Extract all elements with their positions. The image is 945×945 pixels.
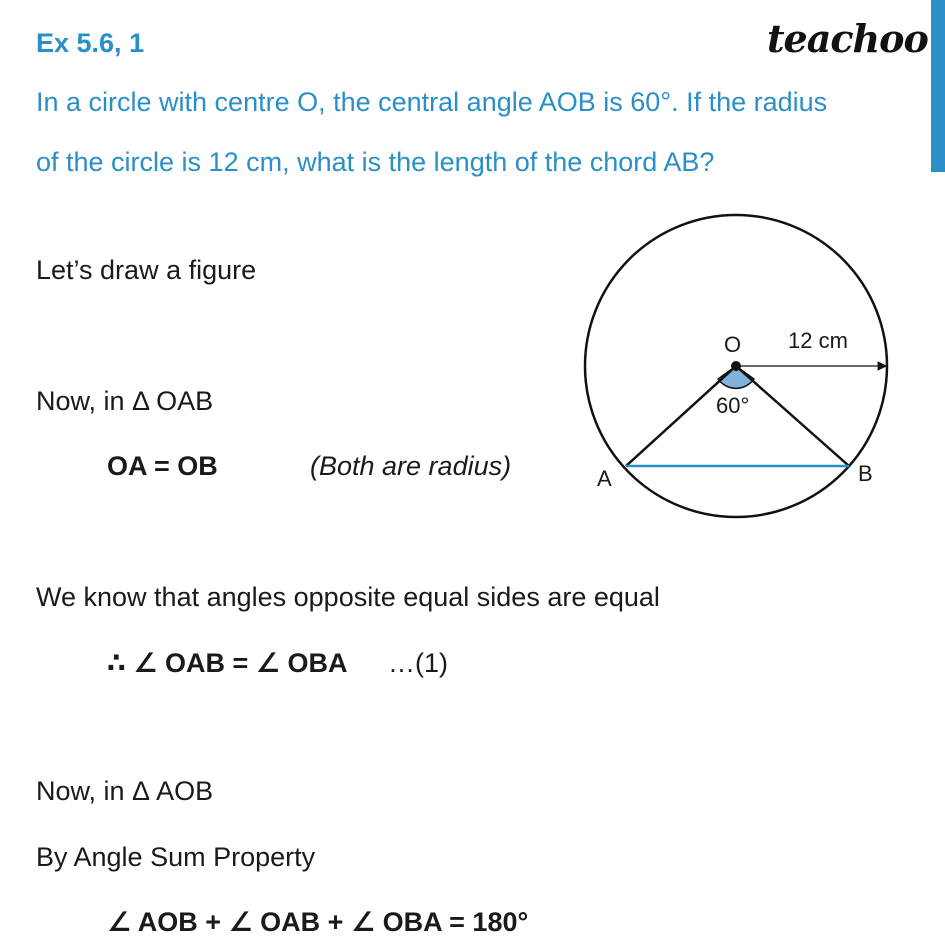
angle-equality: ∴ ∠ OAB = ∠ OBA xyxy=(107,648,348,678)
question-line-1: In a circle with centre O, the central angle AOB is 60°. If the radius xyxy=(36,87,828,117)
triangle-aob-heading: Now, in Δ AOB xyxy=(36,776,214,806)
angle-sum-equation: ∠ AOB + ∠ OAB + ∠ OBA = 180° xyxy=(107,907,529,937)
center-point xyxy=(731,361,741,371)
exercise-title: Ex 5.6, 1 xyxy=(36,28,145,58)
radius-label: 12 cm xyxy=(788,328,848,353)
label-b: B xyxy=(858,461,873,486)
triangle-oab-heading: Now, in Δ OAB xyxy=(36,386,214,416)
label-o: O xyxy=(724,332,742,357)
draw-figure-text: Let’s draw a figure xyxy=(36,255,257,285)
oa-equals-ob: OA = OB xyxy=(107,451,218,481)
label-a: A xyxy=(597,466,612,491)
angle-sum-property: By Angle Sum Property xyxy=(36,842,316,872)
scrollbar-thumb[interactable] xyxy=(931,0,945,172)
angle-label: 60° xyxy=(716,393,750,418)
teachoo-logo: teachoo xyxy=(767,16,928,61)
radius-ob-line xyxy=(736,366,849,466)
angles-opposite-text: We know that angles opposite equal sides are equal xyxy=(36,582,660,612)
reason-radius: (Both are radius) xyxy=(310,451,512,481)
question-line-2: of the circle is 12 cm, what is the length of the chord AB? xyxy=(36,147,715,177)
circle-figure xyxy=(570,205,910,535)
equation-reference: …(1) xyxy=(388,648,448,678)
